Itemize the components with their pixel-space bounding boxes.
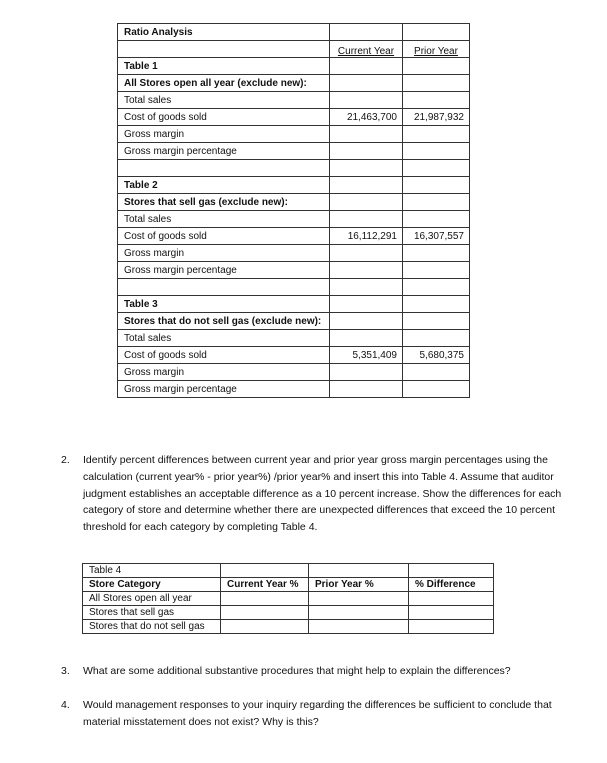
store-category: Stores that sell gas [83,606,221,620]
prior-value: 16,307,557 [403,228,470,245]
empty-cell [221,564,309,578]
prior-value [403,262,470,279]
question-number: 4. [61,699,70,711]
prior-value [403,92,470,109]
section-heading: Stores that sell gas (exclude new): [118,194,330,211]
empty-cell [403,296,470,313]
prior-value: 5,680,375 [403,347,470,364]
table-row [118,211,470,228]
question-3 [61,663,583,680]
current-value [330,126,403,143]
current-value [330,92,403,109]
empty-cell [403,160,470,177]
empty-cell [118,279,330,296]
empty-cell [330,75,403,92]
table-row [118,330,470,347]
section-heading: All Stores open all year (exclude new): [118,75,330,92]
spacer-row [118,279,470,296]
table-label-row [118,296,470,313]
table-row [118,262,470,279]
prior-pct-cell [309,606,409,620]
empty-cell [118,41,330,58]
empty-cell [330,313,403,330]
current-pct-cell [221,592,309,606]
table-row [118,245,470,262]
current-value [330,381,403,398]
current-value [330,364,403,381]
prior-value [403,364,470,381]
empty-cell [330,24,403,41]
row-label: Total sales [118,211,330,228]
difference-cell [409,620,494,634]
question-text: Would management responses to your inquiry regarding the differences be sufficient to conclude that material misstatement does not exist? Why is this? [83,699,552,728]
prior-value [403,143,470,160]
table-row [118,228,470,245]
section-heading-row [118,194,470,211]
empty-cell [330,194,403,211]
empty-cell [330,279,403,296]
prior-year-pct-header: Prior Year % [309,578,409,592]
row-label: Cost of goods sold [118,228,330,245]
section-heading-row [118,313,470,330]
row-label: Cost of goods sold [118,347,330,364]
row-label: Total sales [118,92,330,109]
empty-cell [309,564,409,578]
current-value: 21,463,700 [330,109,403,126]
column-header-row [118,41,470,58]
table-4-header-row [83,578,494,592]
current-value: 5,351,409 [330,347,403,364]
empty-cell [330,58,403,75]
section-heading-row [118,75,470,92]
row-label: Gross margin [118,126,330,143]
table-row [83,620,494,634]
ratio-title: Ratio Analysis [118,24,330,41]
current-value [330,211,403,228]
current-pct-cell [221,620,309,634]
empty-cell [403,177,470,194]
empty-cell [403,194,470,211]
row-label: Gross margin percentage [118,143,330,160]
question-text: Identify percent differences between current year and prior year gross margin percentages using the calculation (current year% - prior year%) /prior year% and insert this into Table 4. Assume that auditor judgment establishes an acceptable difference as a 10 percent increase. Show the differences for each category of store and determine whether there are unexpected differences that exceed the 10 percent threshold for each category by completing Table 4. [83,454,562,534]
table-row [118,364,470,381]
table-row [118,109,470,126]
empty-cell [403,279,470,296]
table-row [83,592,494,606]
difference-cell [409,592,494,606]
prior-year-header: Prior Year [403,41,470,58]
table-row [83,606,494,620]
table-label: Table 1 [118,58,330,75]
prior-pct-cell [309,620,409,634]
current-value [330,245,403,262]
current-year-header: Current Year [330,41,403,58]
table-label-row [118,58,470,75]
ratio-title-row [118,24,470,41]
question-4 [61,697,558,731]
table-row [118,347,470,364]
store-category: Stores that do not sell gas [83,620,221,634]
empty-cell [403,75,470,92]
table-4-title-row [83,564,494,578]
empty-cell [118,160,330,177]
question-2 [61,452,577,536]
current-value [330,143,403,160]
table-label: Table 2 [118,177,330,194]
section-heading: Stores that do not sell gas (exclude new): [118,313,330,330]
empty-cell [403,24,470,41]
store-category-header: Store Category [83,578,221,592]
empty-cell [403,58,470,75]
row-label: Total sales [118,330,330,347]
difference-cell [409,606,494,620]
table-4 [82,563,494,634]
prior-value: 21,987,932 [403,109,470,126]
table-row [118,126,470,143]
question-number: 2. [61,454,70,466]
empty-cell [330,296,403,313]
prior-value [403,245,470,262]
prior-value [403,126,470,143]
table-row [118,381,470,398]
table-row [118,92,470,109]
question-number: 3. [61,665,70,677]
prior-value [403,381,470,398]
current-value: 16,112,291 [330,228,403,245]
prior-value [403,330,470,347]
table-label: Table 3 [118,296,330,313]
current-value [330,262,403,279]
current-pct-cell [221,606,309,620]
empty-cell [330,177,403,194]
table-4-title: Table 4 [83,564,221,578]
current-value [330,330,403,347]
empty-cell [409,564,494,578]
question-text: What are some additional substantive procedures that might help to explain the differences? [83,665,511,677]
pct-difference-header: % Difference [409,578,494,592]
table-label-row [118,177,470,194]
row-label: Gross margin percentage [118,381,330,398]
store-category: All Stores open all year [83,592,221,606]
empty-cell [403,313,470,330]
row-label: Gross margin percentage [118,262,330,279]
prior-pct-cell [309,592,409,606]
row-label: Cost of goods sold [118,109,330,126]
empty-cell [330,160,403,177]
current-year-pct-header: Current Year % [221,578,309,592]
prior-value [403,211,470,228]
ratio-analysis-table [117,23,470,398]
table-row [118,143,470,160]
row-label: Gross margin [118,245,330,262]
spacer-row [118,160,470,177]
row-label: Gross margin [118,364,330,381]
